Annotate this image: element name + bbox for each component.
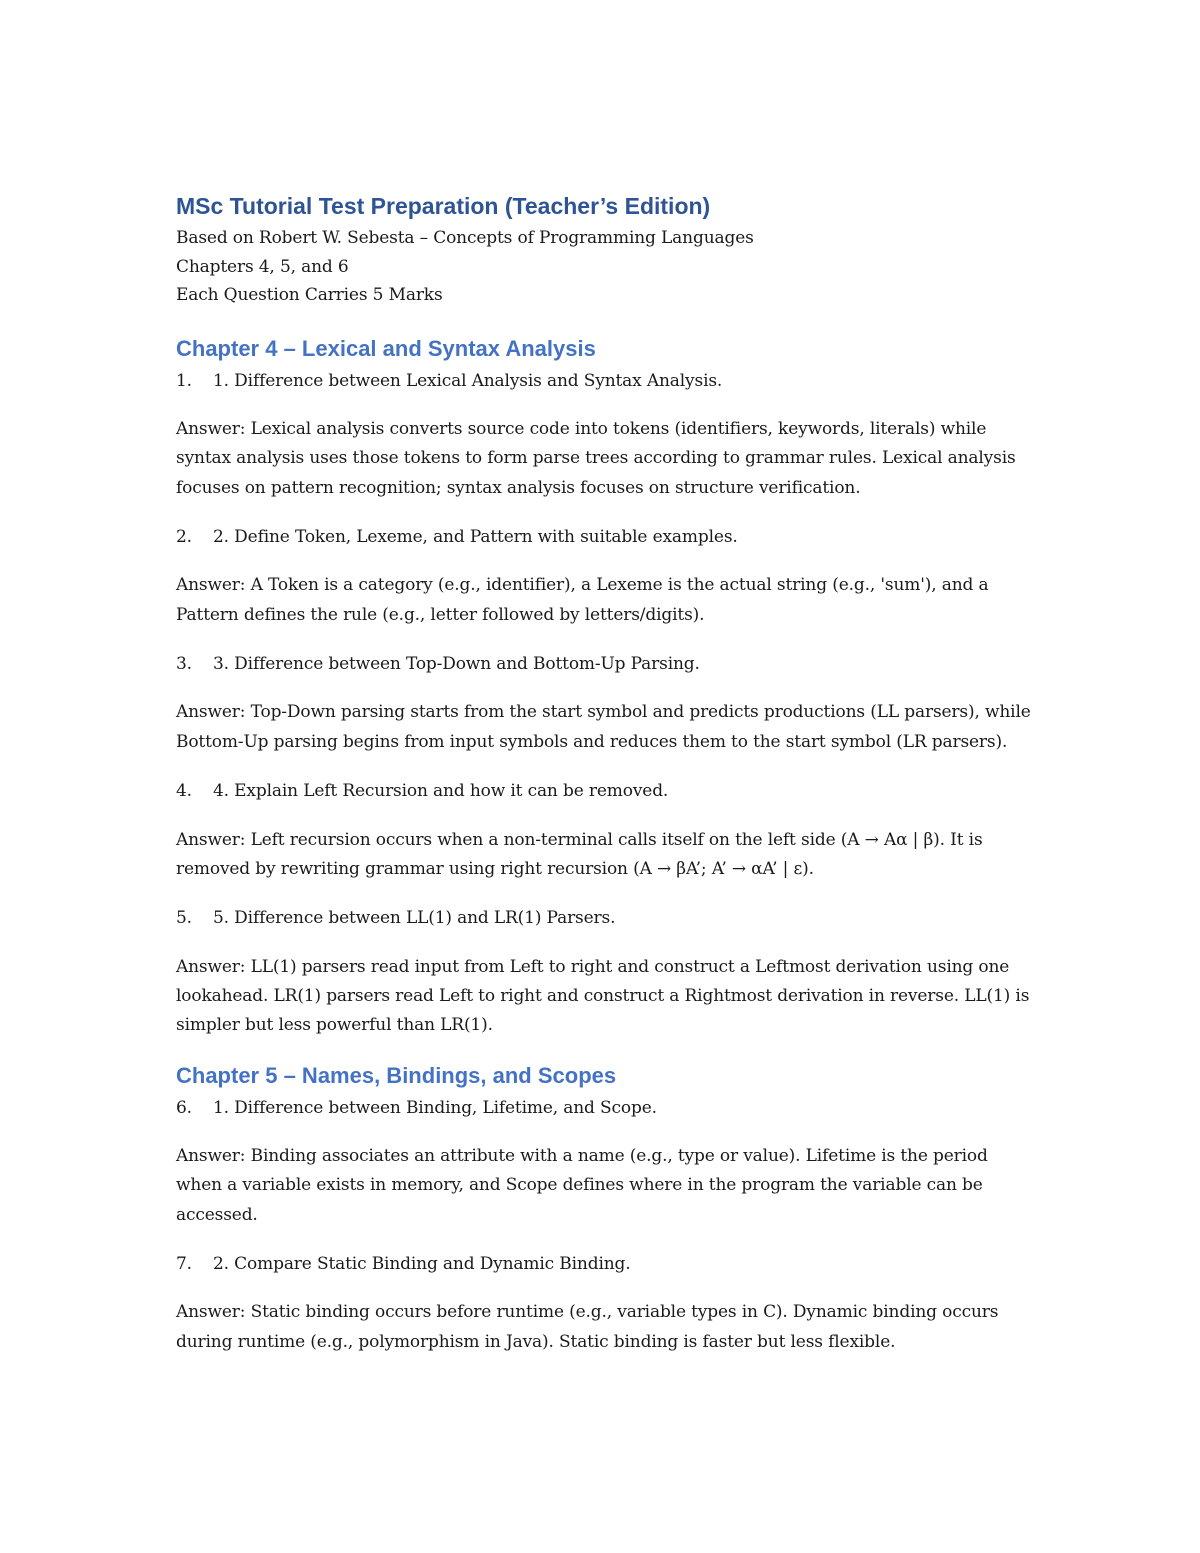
question-number: 4.	[176, 781, 192, 802]
question-number: 1.	[176, 370, 192, 391]
answer-text: Answer: Binding associates an attribute with a name (e.g., type or value). Lifetime is the period when a variable exists in memory, and Scope defines where in the program the variable can be accessed.	[176, 1146, 988, 1225]
question-item	[176, 523, 1036, 552]
question-text: 2. Compare Static Binding and Dynamic Binding.	[213, 1253, 631, 1274]
document-page	[176, 190, 1036, 1377]
chapter-heading: Chapter 5 – Names, Bindings, and Scopes	[176, 1062, 617, 1088]
question-item	[176, 904, 1036, 933]
answer-text: Answer: Static binding occurs before runtime (e.g., variable types in C). Dynamic binding occurs during runtime (e.g., polymorphism in Java). Static binding is faster but less flexible.	[176, 1302, 999, 1352]
subtitle-chapters: Chapters 4, 5, and 6	[176, 256, 349, 277]
question-text: 2. Define Token, Lexeme, and Pattern with suitable examples.	[213, 526, 738, 547]
subtitle-source: Based on Robert W. Sebesta – Concepts of Programming Languages	[176, 228, 754, 248]
question-number: 3.	[176, 653, 192, 674]
question-item	[176, 777, 1036, 806]
answer-text: Answer: A Token is a category (e.g., identifier), a Lexeme is the actual string (e.g., 'sum'), and a Pattern defines the rule (e.g., letter followed by letters/digits).	[176, 575, 989, 625]
answer-text: Answer: Lexical analysis converts source code into tokens (identifiers, keywords, literals) while syntax analysis uses those tokens to form parse trees according to grammar rules. Lexical analysis focuses on pattern recognition; syntax analysis focuses on structure verification.	[176, 419, 1016, 498]
question-item	[176, 1250, 1036, 1279]
subtitle-marks: Each Question Carries 5 Marks	[176, 285, 443, 305]
question-text: 4. Explain Left Recursion and how it can be removed.	[213, 781, 669, 802]
answer-text: Answer: Top-Down parsing starts from the start symbol and predicts productions (LL parsers), while Bottom-Up parsing begins from input symbols and reduces them to the start symbol (LR parsers).	[176, 702, 1031, 752]
answer-text: Answer: Left recursion occurs when a non-terminal calls itself on the left side (A → Aα | β). It is removed by rewriting grammar using right recursion (A → βA’; A’ → αA’ | ε).	[176, 829, 983, 879]
question-item	[176, 650, 1036, 679]
question-text: 3. Difference between Top-Down and Bottom-Up Parsing.	[213, 653, 700, 674]
question-number: 7.	[176, 1253, 192, 1274]
question-number: 6.	[176, 1097, 192, 1118]
document-title: MSc Tutorial Test Preparation (Teacher’s Edition)	[176, 193, 711, 219]
answer-text: Answer: LL(1) parsers read input from Left to right and construct a Leftmost derivation using one lookahead. LR(1) parsers read Left to right and construct a Rightmost derivation in reverse. LL(1) is simpler but less powerful than LR(1).	[176, 956, 1030, 1036]
question-text: 1. Difference between Lexical Analysis and Syntax Analysis.	[213, 370, 723, 391]
question-number: 2.	[176, 526, 192, 547]
question-text: 5. Difference between LL(1) and LR(1) Parsers.	[213, 908, 616, 929]
chapter-heading: Chapter 4 – Lexical and Syntax Analysis	[176, 335, 596, 361]
question-item	[176, 367, 1036, 396]
question-item	[176, 1094, 1036, 1123]
question-text: 1. Difference between Binding, Lifetime, and Scope.	[213, 1097, 657, 1118]
question-number: 5.	[176, 908, 192, 929]
